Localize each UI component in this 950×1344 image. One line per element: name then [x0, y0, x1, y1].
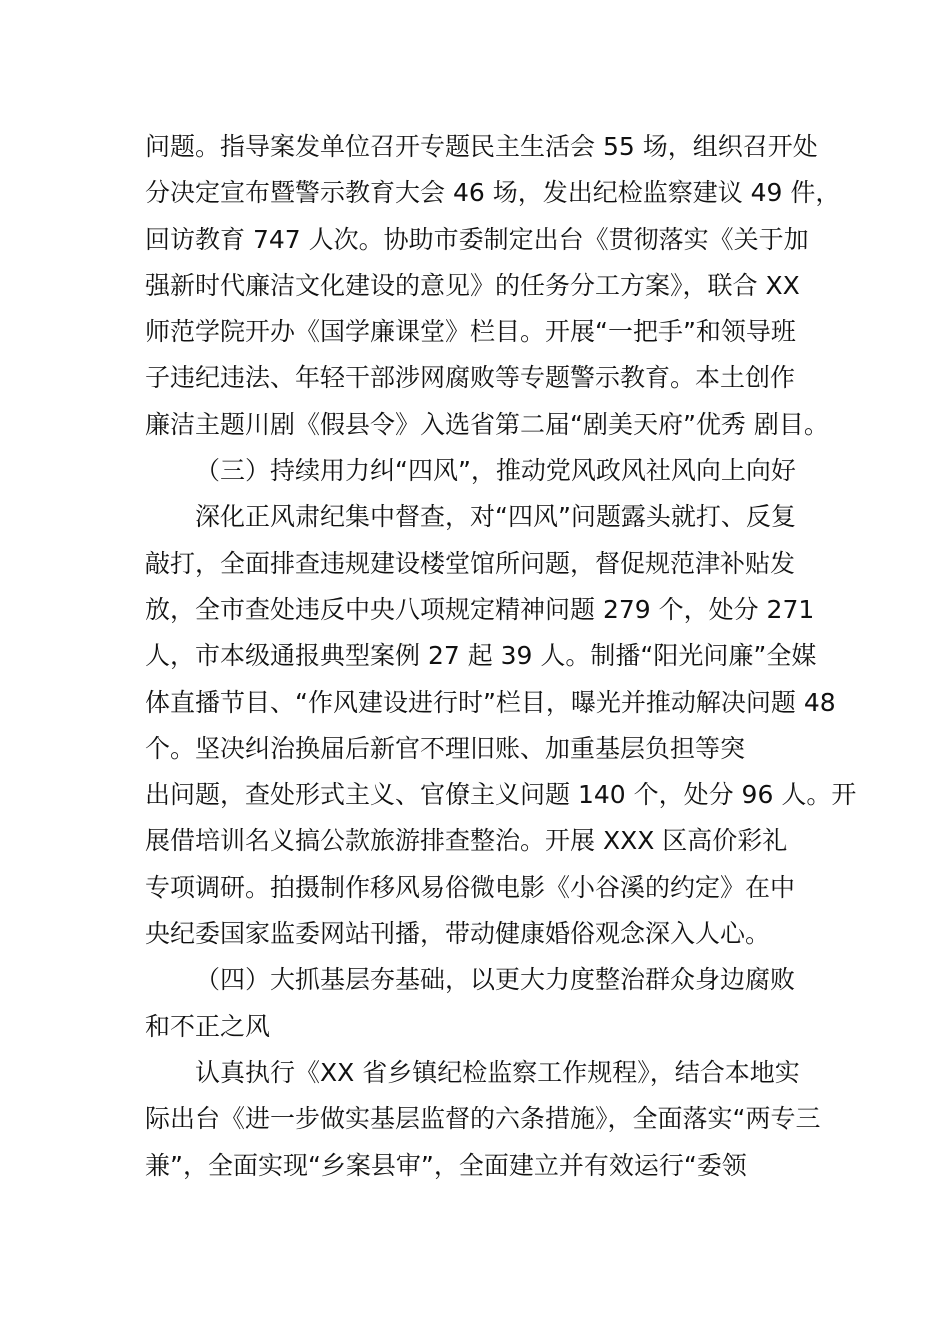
- text-line: 子违纪违法、年轻干部涉网腐败等专题警示教育。本土创作: [145, 363, 796, 393]
- text-line: 师范学院开办《国学廉课堂》栏目。开展“一把手”和领导班: [145, 317, 796, 347]
- text-line: 展借培训名义搞公款旅游排查整治。开展 XXX 区高价彩礼: [145, 826, 788, 856]
- text-line: 问题。指导案发单位召开专题民主生活会 55 场，组织召开处: [145, 132, 818, 161]
- text-line: 个。坚决纠治换届后新官不理旧账、加重基层负担等突: [145, 733, 746, 763]
- text-line: 放，全市查处违反中央八项规定精神问题 279 个，处分 271: [145, 594, 815, 624]
- document-body: [145, 124, 857, 1189]
- section-heading-three: （三）持续用力纠“四风”，推动党风政风社风向上向好: [195, 456, 796, 486]
- text-line: 体直播节目、“作风建设进行时”栏目，曝光并推动解决问题 48: [145, 687, 836, 717]
- text-line: 际出台《进一步做实基层监督的六条措施》，全面落实“两专三: [145, 1104, 821, 1134]
- text-line: 人，市本级通报典型案例 27 起 39 人。制播“阳光问廉”全媒: [145, 641, 817, 671]
- text-line: 认真执行《XX 省乡镇纪检监察工作规程》，结合本地实: [195, 1057, 800, 1087]
- text-line: 兼”，全面实现“乡案县审”，全面建立并有效运行“委领: [145, 1150, 747, 1180]
- text-line: 回访教育 747 人次。协助市委制定出台《贯彻落实《关于加: [145, 224, 809, 254]
- text-line: 深化正风肃纪集中督查，对“四风”问题露头就打、反复: [195, 502, 796, 532]
- text-line: 强新时代廉洁文化建设的意见》的任务分工方案》，联合 XX: [145, 270, 800, 300]
- section-heading-four-continued: 和不正之风: [145, 1011, 271, 1041]
- section-heading-four: （四）大抓基层夯基础，以更大力度整治群众身边腐败: [195, 965, 796, 995]
- text-line: 出问题，查处形式主义、官僚主义问题 140 个，处分 96 人。开: [145, 780, 857, 810]
- text-line: 敲打，全面排查违规建设楼堂馆所问题，督促规范津补贴发: [145, 548, 796, 578]
- text-line: 分决定宣布暨警示教育大会 46 场，发出纪检监察建议 49 件，: [145, 178, 841, 208]
- text-line: 央纪委国家监委网站刊播，带动健康婚俗观念深入人心。: [145, 919, 771, 949]
- text-line: 专项调研。拍摄制作移风易俗微电影《小谷溪的约定》在中: [145, 872, 796, 902]
- text-line: 廉洁主题川剧《假县令》入选省第二届“剧美天府”优秀 剧目。: [145, 409, 829, 439]
